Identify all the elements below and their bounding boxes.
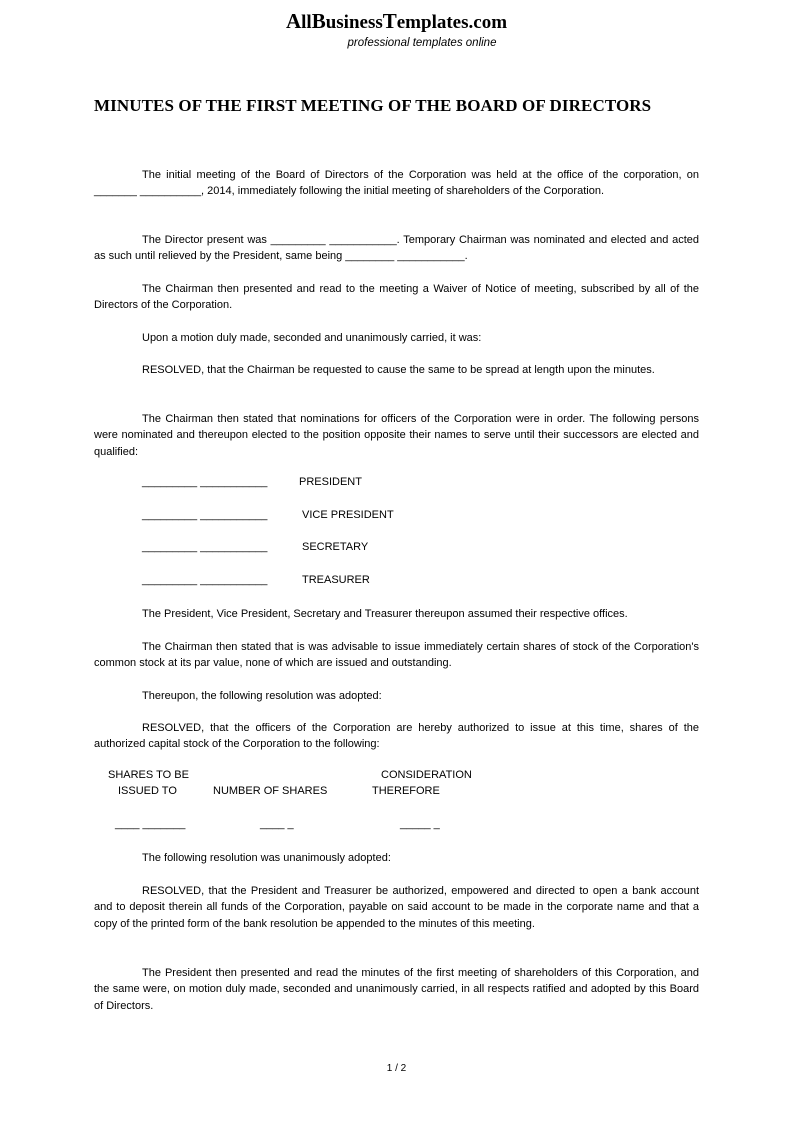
officer-role: TREASURER	[302, 574, 370, 586]
paragraph-initial-meeting: The initial meeting of the Board of Directors of the Corporation was held at the office of the corporation, on _______ __________, 2014, immediately following the initial meeting of shareholders of the Corporation.	[94, 169, 699, 198]
officer-role: VICE PRESIDENT	[302, 509, 394, 521]
officer-role: PRESIDENT	[299, 476, 362, 488]
shares-table-header-issued-to: ISSUED TO	[118, 785, 177, 797]
officer-name-blank: _________ ___________	[142, 541, 268, 553]
officer-name-blank: _________ ___________	[142, 574, 268, 586]
shares-table-header-consideration: CONSIDERATION	[381, 769, 472, 781]
shares-table-cell-consideration: _____ _	[400, 818, 440, 830]
shares-table-cell-number: ____ _	[260, 818, 294, 830]
document-title: MINUTES OF THE FIRST MEETING OF THE BOARD OF DIRECTORS	[94, 96, 652, 115]
brand-logo: AllBusinessTemplates.com	[285, 9, 508, 33]
shares-table-header-therefore: THEREFORE	[372, 785, 440, 797]
paragraph-resolution-adopted: Thereupon, the following resolution was adopted:	[142, 690, 382, 702]
officer-row-vice-president	[142, 509, 394, 525]
page-number: 1 / 2	[386, 1063, 407, 1074]
shares-table-cell-issued-to: ____ _______	[115, 818, 186, 830]
paragraph-director-present: The Director present was _________ ___________. Temporary Chairman was nominated and elected and acted as such until relieved by the President, same being ________ ___________.	[94, 234, 699, 263]
paragraph-resolved-spread: RESOLVED, that the Chairman be requested to cause the same to be spread at length upon the minutes.	[142, 364, 655, 376]
officer-role: SECRETARY	[302, 541, 369, 553]
paragraph-minutes-ratified: The President then presented and read the minutes of the first meeting of shareholders of this Corporation, and the same were, on motion duly made, seconded and unanimously carried, in all respects ratified and adopted by this Board of Directors.	[94, 967, 699, 1012]
officer-name-blank: _________ ___________	[142, 509, 268, 521]
officer-row-secretary	[142, 541, 369, 557]
paragraph-issue-shares: The Chairman then stated that is was advisable to issue immediately certain shares of stock of the Corporation's common stock at its par value, none of which are issued and outstanding.	[94, 641, 699, 670]
shares-table-header-shares-to-be: SHARES TO BE	[108, 769, 189, 781]
shares-table-header-number-of-shares: NUMBER OF SHARES	[213, 785, 328, 797]
paragraph-resolved-authorized: RESOLVED, that the officers of the Corporation are hereby authorized to issue at this time, shares of the authorized capital stock of the Corporation to the following:	[94, 722, 699, 751]
paragraph-assumed-offices: The President, Vice President, Secretary and Treasurer thereupon assumed their respective offices.	[142, 608, 628, 620]
paragraph-motion: Upon a motion duly made, seconded and unanimously carried, it was:	[142, 332, 482, 344]
paragraph-unanimously-adopted: The following resolution was unanimously adopted:	[142, 852, 391, 864]
paragraph-resolved-bank-account: RESOLVED, that the President and Treasurer be authorized, empowered and directed to open a bank account and to deposit therein all funds of the Corporation, payable on said account to be made in the corporate name and that a copy of the printed form of the bank resolution be appended to the minutes of this meeting.	[94, 885, 699, 930]
officer-row-president	[142, 476, 362, 492]
paragraph-waiver-notice: The Chairman then presented and read to the meeting a Waiver of Notice of meeting, subscribed by all of the Directors of the Corporation.	[94, 283, 699, 312]
brand-tagline: professional templates online	[347, 37, 497, 49]
officer-name-blank: _________ ___________	[142, 476, 268, 488]
officer-row-treasurer	[142, 574, 370, 590]
paragraph-nominations: The Chairman then stated that nominations for officers of the Corporation were in order. The following persons were nominated and thereupon elected to the position opposite their names to serve until their successors are elected and qualified:	[94, 413, 699, 458]
